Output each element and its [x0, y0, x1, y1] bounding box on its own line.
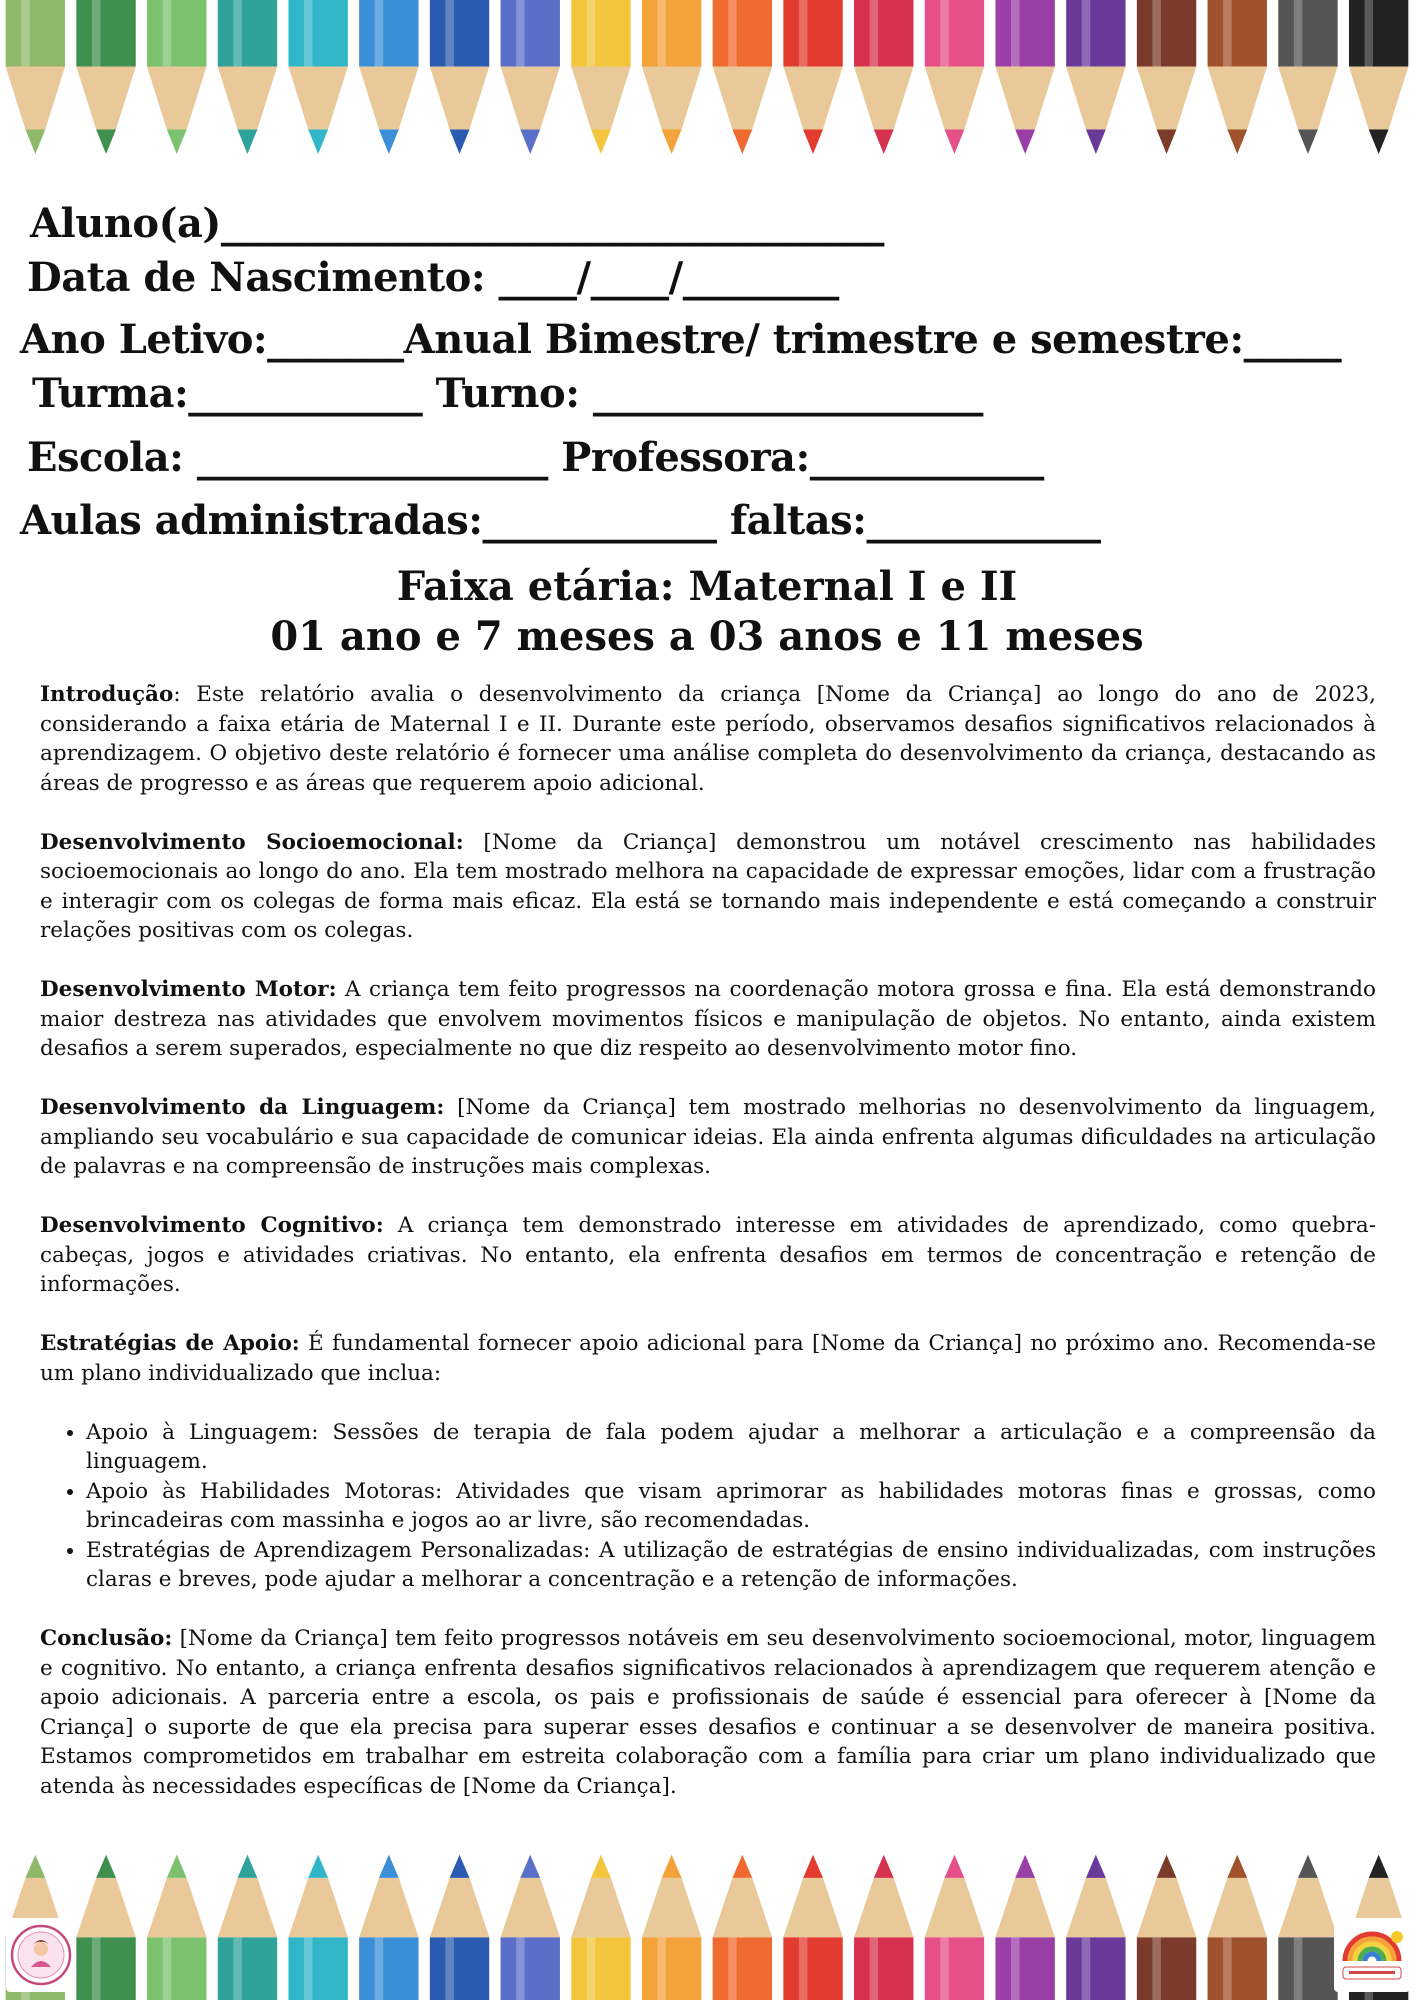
pencil-icon: [571, 1855, 630, 2000]
pencil-icon: [76, 0, 135, 154]
language-paragraph: [40, 1093, 1376, 1182]
pencil-icon: [854, 0, 913, 154]
support-strategies-text: É fundamental fornecer apoio adicional para [Nome da Criança] no próximo ano. Recomenda-se um plano individualizado que inclua:: [40, 1331, 1376, 1386]
motor-text: A criança tem feito progressos na coordenação motora grossa e fina. Ela está demonstrando maior destreza nas atividades que envolvem movimentos físicos e manipulação de objetos. No entanto, ainda existem desafios a serem superados, especialmente no que diz respeito ao desenvolvimento motor fino.: [40, 977, 1377, 1061]
class-shift-field: Turma:____________ Turno: ____________________: [32, 370, 983, 417]
cognitive-title: Desenvolvimento Cognitivo:: [40, 1213, 384, 1238]
literacy-logo: [1334, 1918, 1410, 1992]
pencil-icon: [147, 0, 206, 154]
intro-title: Introdução: [40, 682, 174, 707]
teacher-badge-icon: [9, 1923, 73, 1987]
pencil-icon: [995, 0, 1054, 154]
pencil-icon: [925, 0, 984, 154]
intro-paragraph: [40, 680, 1376, 798]
pencil-icon: [1349, 0, 1408, 154]
pencil-icon: [925, 1855, 984, 2000]
pencil-icon: [1208, 1855, 1267, 2000]
pencil-icon: [713, 1855, 772, 2000]
pencil-icon: [1278, 0, 1337, 154]
pencil-icon: [783, 0, 842, 154]
pencil-icon: [1066, 1855, 1125, 2000]
intro-text: : Este relatório avalia o desenvolvimento da criança [Nome da Criança] ao longo do ano de 2023, considerando a faixa etária de Maternal I e II. Durante este período, observamos desafios significativos relacionados à aprendizagem. O objetivo deste relatório é fornecer uma análise completa do desenvolvimento da criança, destacando as áreas de progresso e as áreas que requerem apoio adicional.: [40, 682, 1376, 796]
classes-absences-field: Aulas administradas:____________ faltas:____________: [20, 497, 1101, 544]
teacher-logo: [6, 1918, 76, 1992]
pencil-icon: [501, 0, 560, 154]
conclusion-title: Conclusão:: [40, 1626, 173, 1651]
pencil-icon: [359, 0, 418, 154]
list-item: • Estratégias de Aprendizagem Personalizadas: A utilização de estratégias de ensino individualizadas, com instruções claras e breves, pode ajudar a melhorar a concentração e a retenção de informações.: [86, 1536, 1376, 1595]
pencil-icon: [359, 1855, 418, 2000]
pencil-icon: [430, 1855, 489, 2000]
pencil-icon: [6, 0, 65, 154]
pencil-icon: [147, 1855, 206, 2000]
pencil-icon: [571, 0, 630, 154]
top-pencil-border: [0, 0, 1414, 175]
pencil-icon: [430, 0, 489, 154]
cognitive-text: A criança tem demonstrado interesse em atividades de aprendizado, como quebra-cabeças, jogos e atividades criativas. No entanto, ela enfrenta desafios em termos de concentração e retenção de informações.: [40, 1213, 1377, 1297]
support-strategies-paragraph: [40, 1329, 1376, 1388]
age-range-title: Faixa etária: Maternal I e II: [396, 563, 1018, 610]
pencil-icon: [995, 1855, 1054, 2000]
language-title: Desenvolvimento da Linguagem:: [40, 1095, 445, 1120]
bottom-pencil-border: [0, 1835, 1414, 2000]
pencil-icon: [76, 1855, 135, 2000]
pencil-icon: [642, 1855, 701, 2000]
conclusion-paragraph: [40, 1624, 1376, 1801]
cognitive-paragraph: [40, 1211, 1376, 1300]
pencil-icon: [1278, 1855, 1337, 2000]
pencil-icon: [288, 1855, 347, 2000]
support-strategies-list: [40, 1418, 1376, 1595]
pencil-icon: [218, 1855, 277, 2000]
pencil-icon: [1066, 0, 1125, 154]
motor-paragraph: [40, 975, 1376, 1064]
pencil-icon: [854, 1855, 913, 2000]
age-range-subtitle: 01 ano e 7 meses a 03 anos e 11 meses: [270, 613, 1144, 660]
socioemotional-paragraph: [40, 828, 1376, 946]
socioemotional-title: Desenvolvimento Socioemocional:: [40, 829, 464, 855]
pencil-icon: [713, 0, 772, 154]
rainbow-icon: [1337, 1925, 1407, 1985]
pencil-icon: [642, 0, 701, 154]
pencil-icon: [288, 0, 347, 154]
school-teacher-field: Escola: __________________ Professora:____________: [27, 434, 1044, 481]
pencil-icon: [783, 1855, 842, 2000]
support-strategies-title: Estratégias de Apoio:: [40, 1331, 300, 1356]
language-text: [Nome da Criança] tem mostrado melhorias no desenvolvimento da linguagem, ampliando seu vocabulário e sua capacidade de comunicar ideias. Ela ainda enfrenta algumas dificuldades na articulação de palavras e na compreensão de instruções mais complexas.: [40, 1095, 1377, 1179]
list-item: • Apoio às Habilidades Motoras: Atividades que visam aprimorar as habilidades motoras finas e grossas, como brincadeiras com massinha e jogos ao ar livre, são recomendadas.: [86, 1477, 1376, 1536]
pencil-icon: [501, 1855, 560, 2000]
pencil-icon: [1208, 0, 1267, 154]
socioemotional-text: [Nome da Criança] demonstrou um notável crescimento nas habilidades socioemocionais ao longo do ano. Ela tem mostrado melhora na capacidade de expressar emoções, lidar com a frustração e interagir com os colegas de forma mais eficaz. Ela está se tornando mais independente e está começando a construir relações positivas com os colegas.: [40, 829, 1376, 943]
pencil-icon: [218, 0, 277, 154]
pencil-icon: [1137, 0, 1196, 154]
student-name-field: Aluno(a)__________________________________: [30, 200, 884, 247]
report-body: [40, 680, 1376, 1801]
birth-date-field: Data de Nascimento: ____/____/________: [27, 254, 839, 301]
conclusion-text: [Nome da Criança] tem feito progressos notáveis em seu desenvolvimento socioemocional, motor, linguagem e cognitivo. No entanto, a criança enfrenta desafios significativos relacionados à aprendizagem que requerem atenção e apoio adicionais. A parceria entre a escola, os pais e profissionais de saúde é essencial para oferecer à [Nome da Criança] o suporte de que ela precisa para superar esses desafios e continuar a se desenvolver de maneira positiva. Estamos comprometidos em trabalhar em estreita colaboração com a família para criar um plano individualizado que atenda às necessidades específicas de [Nome da Criança].: [40, 1626, 1376, 1799]
motor-title: Desenvolvimento Motor:: [40, 977, 337, 1002]
list-item: • Apoio à Linguagem: Sessões de terapia de fala podem ajudar a melhorar a articulação e a compreensão da linguagem.: [86, 1418, 1376, 1477]
pencil-icon: [1137, 1855, 1196, 2000]
school-year-field: Ano Letivo:_______Anual Bimestre/ trimestre e semestre:_____: [20, 316, 1342, 363]
